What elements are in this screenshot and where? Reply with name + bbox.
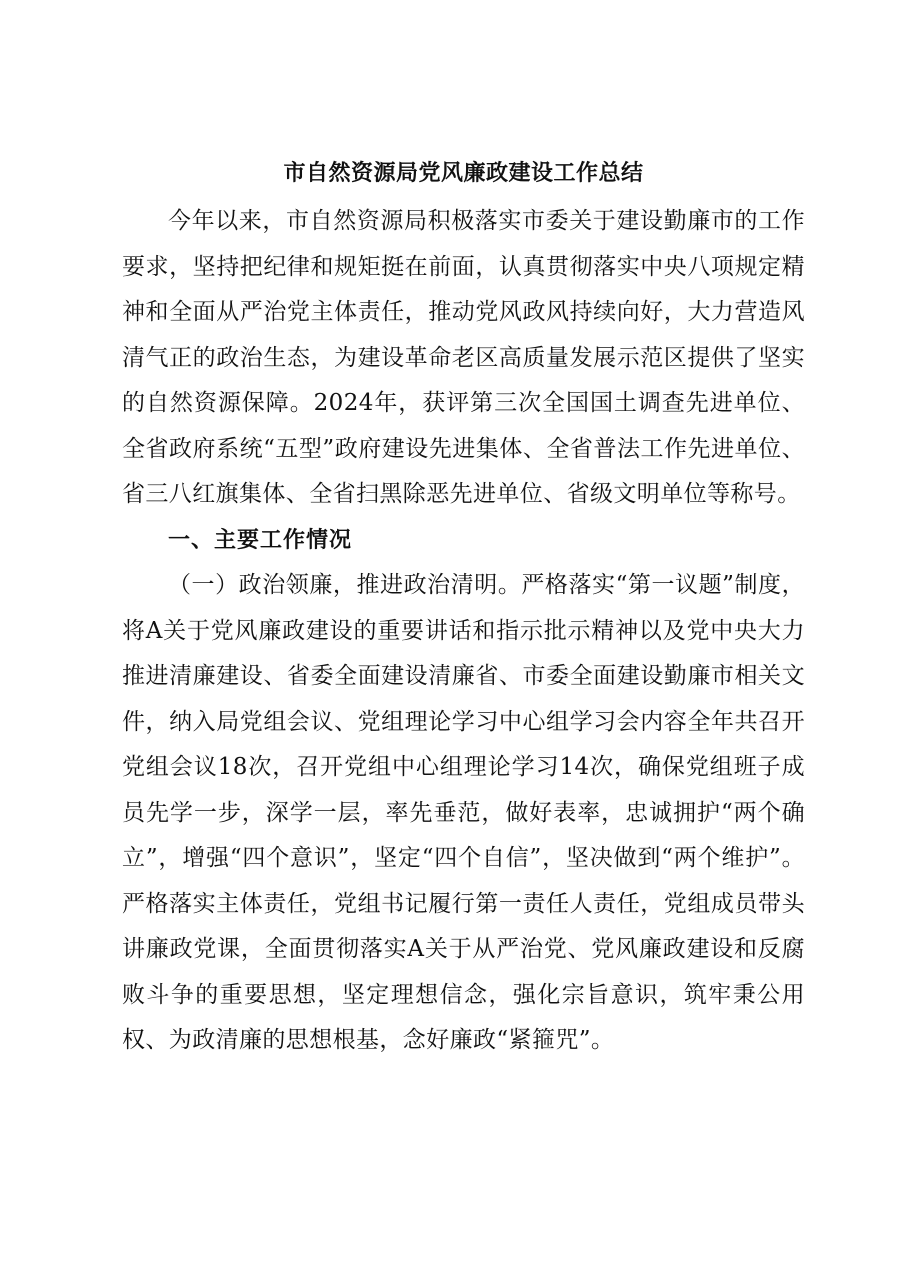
section-heading-main-work: 一、主要工作情况 bbox=[168, 527, 353, 553]
section-paragraph-political: （一）政治领廉，推进政治清明。严格落实“第一议题”制度，将A关于党风廉政建设的重要讲话和指示批示精神以及党中央大力推进清廉建设、省委全面建设清廉省、市委全面建设勤廉市相关文件，纳入局党组会议、党组理论学习中心组学习会内容全年共召开党组会议18次，召开党组中心组理论学习14次，确保党组班子成员先学一步，深学一层，率先垂范，做好表率，忠诚拥护“两个确立”，增强“四个意识”，坚定“四个自信”，坚决做到“两个维护”。严格落实主体责任，党组书记履行第一责任人责任，党组成员带头讲廉政党课，全面贯彻落实A关于从严治党、党风廉政建设和反腐败斗争的重要思想，坚定理想信念，强化宗旨意识，筑牢秉公用权、为政清廉的思想根基，念好廉政“紧箍咒”。 bbox=[122, 572, 805, 1053]
document-page bbox=[122, 153, 805, 1064]
document-title: 市自然资源局党风廉政建设工作总结 bbox=[283, 160, 644, 186]
intro-paragraph: 今年以来，市自然资源局积极落实市委关于建设勤廉市的工作要求，坚持把纪律和规矩挺在前面，认真贯彻落实中央八项规定精神和全面从严治党主体责任，推动党风政风持续向好，大力营造风清气正的政治生态，为建设革命老区高质量发展示范区提供了坚实的自然资源保障。2024年，获评第三次全国国土调查先进单位、全省政府系统“五型”政府建设先进集体、全省普法工作先进单位、省三八红旗集体、全省扫黑除恶先进单位、省级文明单位等称号。 bbox=[122, 208, 805, 507]
